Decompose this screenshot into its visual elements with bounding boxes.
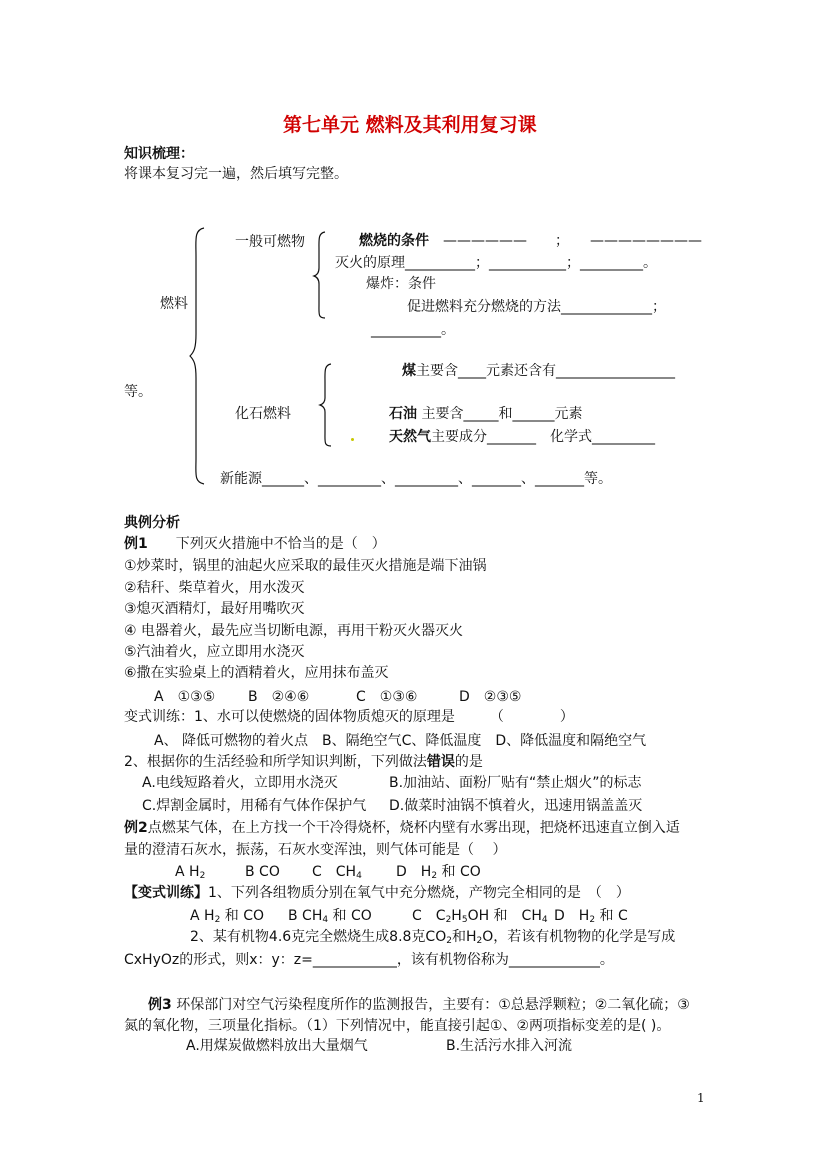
- example1-option-c: C ①③⑥: [356, 689, 418, 705]
- deng-text: 等。: [124, 384, 152, 400]
- example2-text: 点燃某气体，在上方找一个干冷得烧杯，烧杯内壁有水雾出现，把烧杯迅速直立倒入适: [147, 820, 680, 836]
- example1-text: 下列灭火措施中不恰当的是（ ）: [147, 536, 386, 552]
- variant2-q2-line1: 2、某有机物4.6克完全燃烧生成8.8克$CO_2$和$H_2O$，若该有机物物的化学是写成: [190, 929, 676, 946]
- gas-blanks: 主要成分_______ 化学式_________: [431, 429, 655, 445]
- example1-item: ⑥撒在实验桌上的酒精着火，应用抹布盖灭: [124, 665, 389, 681]
- example2-line2: 量的澄清石灰水，振荡，石灰水变浑浊，则气体可能是（ ）: [124, 842, 507, 858]
- section-heading-knowledge: 知识梳理：: [124, 146, 194, 162]
- gas-label: 天然气: [389, 429, 431, 445]
- instruction-text: 将课本复习完一遍，然后填写完整。: [124, 166, 348, 182]
- promote-combustion-line: 促进燃料充分燃烧的方法_____________；: [407, 299, 666, 315]
- page-title: 第七单元 燃料及其利用复习课: [283, 114, 537, 136]
- variant1-option-d: D.做菜时油锅不慎着火，迅速用锅盖盖灭: [389, 798, 643, 814]
- variant1-option-a: A.电线短路着火，立即用水浇灭: [142, 775, 338, 791]
- coal-blanks: 主要含____元素还含有_________________: [416, 363, 675, 379]
- general-brace: [312, 230, 328, 320]
- variant2-option-c: C $C_2H_5OH$ 和 $CH_4$: [412, 908, 548, 925]
- oil-blanks: 主要含_____和______元素: [417, 406, 583, 422]
- fossil-fuel-label: 化石燃料: [235, 406, 291, 422]
- example1-option-a: A ①③⑤: [154, 689, 216, 705]
- example1-question: [124, 534, 386, 554]
- variant1-q2-text: 2、根据你的生活经验和所学知识判断，下列做法: [124, 754, 427, 770]
- example2-option-a: A $H_2$: [175, 864, 206, 881]
- new-energy-line: 新能源______、_________、_________、_______、_______等。: [220, 471, 612, 487]
- example3-option-a: A.用煤炭做燃料放出大量烟气: [186, 1038, 368, 1054]
- oil-line: [389, 404, 582, 424]
- variant2-text: 1、下列各组物质分别在氧气中充分燃烧，产物完全相同的是 （ ）: [208, 885, 630, 901]
- variant1-option-c: C.焊割金属时，用稀有气体作保护气: [142, 798, 367, 814]
- page-number: 1: [697, 1091, 705, 1105]
- example2-option-b: B CO: [245, 864, 280, 880]
- variant2-question: [124, 883, 630, 903]
- coal-line: [402, 361, 675, 381]
- general-combustible-label: 一般可燃物: [235, 234, 305, 250]
- example1-item: ①炒菜时，锅里的油起火应采取的最佳灭火措施是端下油锅: [124, 558, 487, 574]
- variant1-q2-emphasis: 错误: [426, 754, 455, 770]
- example3-option-b: B.生活污水排入河流: [446, 1038, 573, 1054]
- example2-option-d: D $H_2$ 和 CO: [396, 864, 481, 881]
- fossil-brace: [318, 362, 334, 448]
- variant1-options: A、 降低可燃物的着火点 B、隔绝空气C、降低温度 D、降低温度和隔绝空气: [154, 733, 647, 749]
- big-brace: [188, 226, 208, 486]
- variant2-q2-line2: CxHyOz的形式，则x：y：z=____________，该有机物俗称为_____________。: [124, 952, 614, 968]
- example2-label: 例2: [124, 820, 148, 836]
- gas-line: [389, 427, 655, 447]
- variant2-label: 【变式训练】: [124, 885, 208, 901]
- variant2-option-d: D $H_2$ 和 C: [554, 908, 628, 925]
- example3-line2: 氮的氧化物，三项量化指标。（1）下列情况中，能直接引起①、②两项指标变差的是( )。: [124, 1018, 671, 1034]
- example1-option-b: B ②④⑥: [248, 689, 310, 705]
- explosion-line: 爆炸：条件: [366, 276, 436, 292]
- section-heading-examples: 典例分析: [124, 515, 180, 531]
- combustion-conditions-blanks: —————— ； ————————: [429, 233, 702, 249]
- stray-dot: [351, 438, 354, 441]
- variant1-q2: [124, 752, 483, 772]
- variant2-option-a: A $H_2$ 和 CO: [190, 908, 264, 925]
- example2-option-c: C $CH_4$: [312, 864, 362, 881]
- example1-option-d: D ②③⑤: [459, 689, 522, 705]
- promote-combustion-cont: __________。: [371, 322, 455, 338]
- variant2-option-b: B $CH_4$ 和 CO: [288, 908, 372, 925]
- example3-line1: [148, 995, 690, 1015]
- example3-text: 环保部门对空气污染程度所作的监测报告，主要有：①总悬浮颗粒；②二氧化硫；③: [171, 997, 690, 1013]
- extinguish-principle-line: 灭火的原理__________；___________；_________。: [335, 255, 657, 271]
- example1-label: 例1: [124, 536, 148, 552]
- example1-item: ③熄灭酒精灯，最好用嘴吹灭: [124, 601, 305, 617]
- combustion-conditions-line: [359, 231, 702, 251]
- variant1-q2-end: 的是: [454, 754, 483, 770]
- example2-line1: [124, 818, 680, 838]
- example1-item: ⑤汽油着火，应立即用水浇灭: [124, 644, 305, 660]
- example3-label: 例3: [148, 997, 172, 1013]
- coal-label: 煤: [402, 363, 416, 379]
- combustion-conditions-label: 燃烧的条件: [359, 233, 429, 249]
- variant1-question: 变式训练：1、水可以使燃烧的固体物质熄灭的原理是 （ ）: [124, 709, 574, 725]
- variant1-option-b: B.加油站、面粉厂贴有“禁止烟火”的标志: [389, 775, 642, 791]
- fuel-label: 燃料: [160, 296, 188, 312]
- example1-item: ②秸秆、柴草着火，用水泼灭: [124, 580, 305, 596]
- example1-item: ④ 电器着火，最先应当切断电源，再用干粉灭火器灭火: [124, 623, 463, 639]
- oil-label: 石油: [389, 406, 417, 422]
